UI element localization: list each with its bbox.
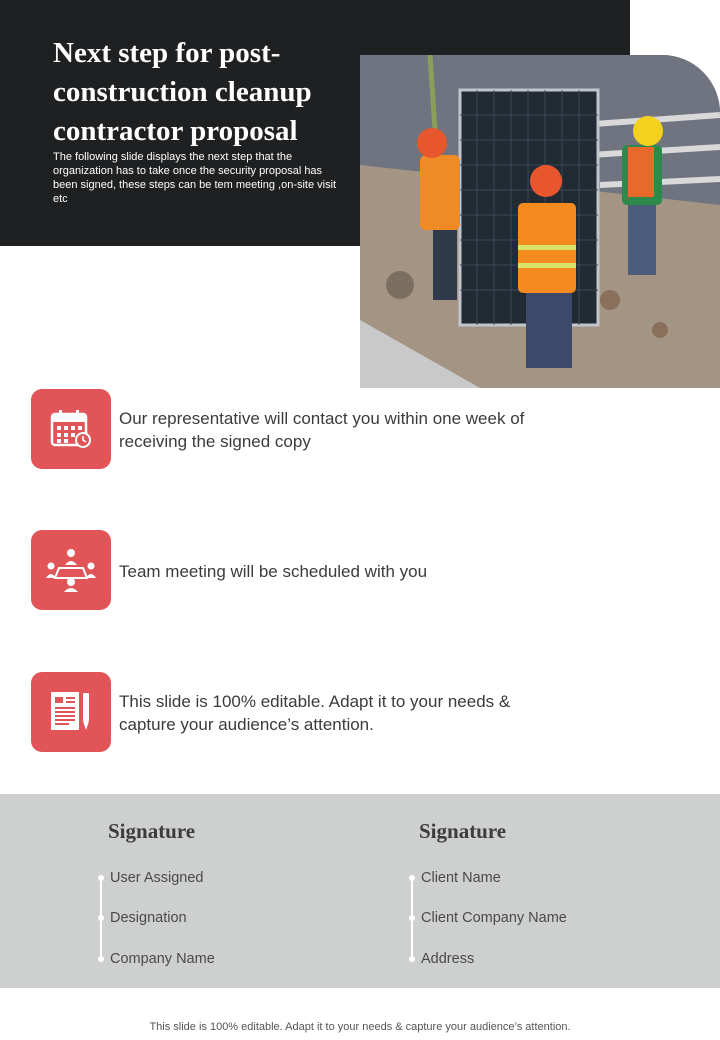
bullet-dot bbox=[409, 956, 415, 962]
designation-field: Designation bbox=[110, 910, 187, 926]
calendar-icon bbox=[31, 389, 111, 469]
step-2-text: Team meeting will be scheduled with you bbox=[119, 562, 428, 581]
bullet-dot bbox=[409, 915, 415, 921]
step-3 bbox=[31, 672, 111, 752]
signature-section bbox=[0, 794, 720, 988]
company-name-field: Company Name bbox=[110, 951, 215, 967]
bullet-dot bbox=[98, 956, 104, 962]
team-meeting-icon bbox=[31, 530, 111, 610]
step-1 bbox=[31, 389, 111, 469]
user-assigned-field: User Assigned bbox=[110, 870, 204, 886]
address-field: Address bbox=[421, 951, 475, 967]
client-name-field: Client Name bbox=[421, 870, 501, 886]
step-2 bbox=[31, 530, 111, 610]
footer-note: This slide is 100% editable. Adapt it to your needs & capture your audience’s attention. bbox=[149, 1021, 571, 1033]
signature-left-heading: Signature bbox=[108, 819, 196, 843]
signature-right-heading: Signature bbox=[419, 819, 507, 843]
signature-right bbox=[310, 794, 610, 988]
client-company-name-field: Client Company Name bbox=[421, 910, 567, 926]
bullet-dot bbox=[98, 875, 104, 881]
workers-solar-panel-photo bbox=[360, 55, 720, 388]
bullet-dot bbox=[409, 875, 415, 881]
page-title: Next step for post-construction cleanup contractor proposal bbox=[53, 37, 312, 147]
document-pen-icon bbox=[31, 672, 111, 752]
step-3-text: This slide is 100% editable. Adapt it to your needs & capture your audience’s attention. bbox=[119, 692, 511, 734]
signature-left bbox=[0, 794, 300, 988]
page-subtitle: The following slide displays the next step that the organization has to take once the security proposal has been signed, these steps can be tem meeting ,on-site visit etc bbox=[53, 151, 337, 205]
bullet-dot bbox=[98, 915, 104, 921]
step-1-text: Our representative will contact you within one week of receiving the signed copy bbox=[119, 409, 525, 451]
